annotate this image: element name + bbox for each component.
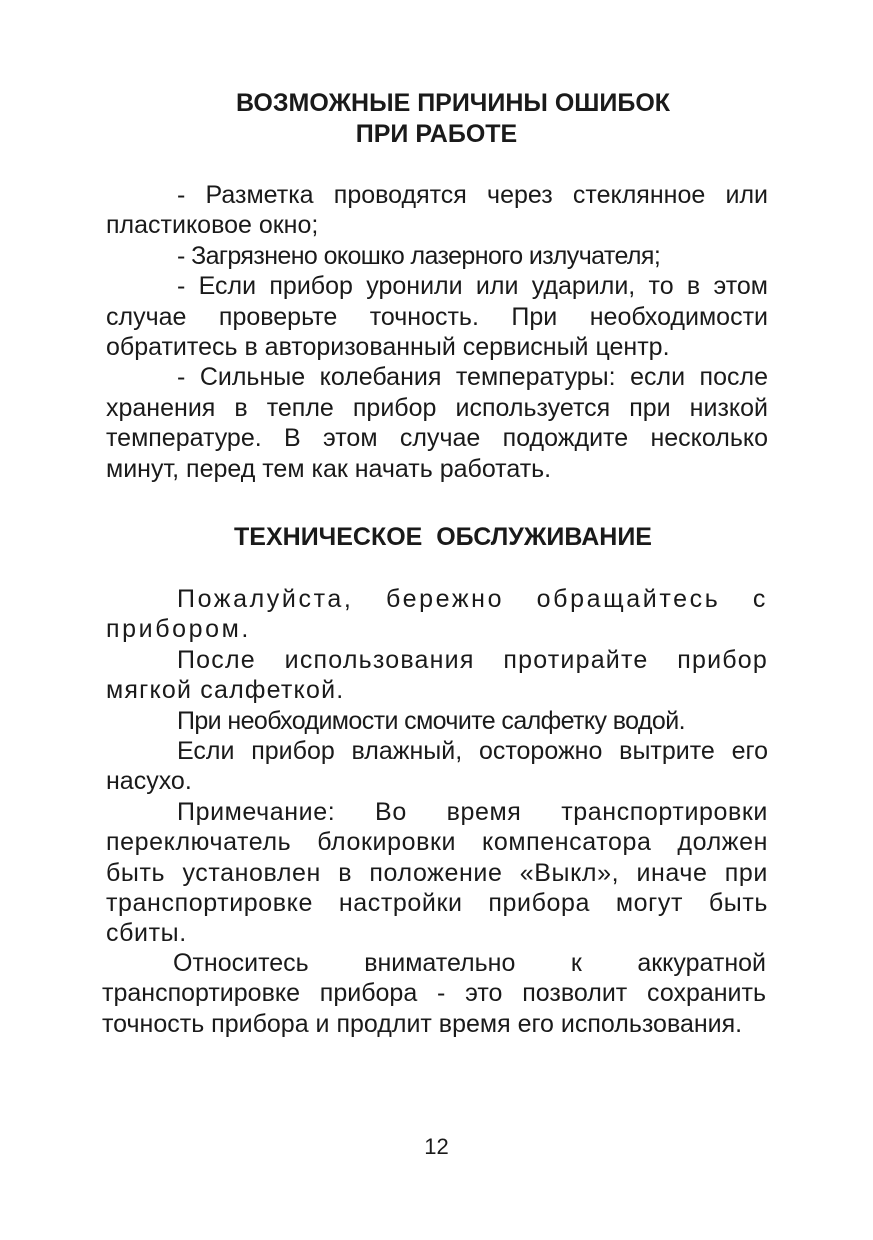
error-item: - Загрязнено окошко лазерного излучателя; (177, 241, 661, 270)
section-title-errors-line1: ВОЗМОЖНЫЕ ПРИЧИНЫ ОШИБОК (235, 89, 671, 117)
maintenance-paragraph: Пожалуйста, бережно обращайтесь с прибором. (106, 585, 768, 644)
maintenance-text (106, 584, 768, 949)
errors-list (106, 180, 768, 484)
maintenance-note: Примечание: Во время транспортировки переключатель блокировки компенсатора должен быть установлен в положение «Выкл», иначе при транспортировке настройки прибора могут быть сбиты. (106, 797, 768, 948)
page-number: 12 (424, 1134, 449, 1159)
maintenance-paragraph: При необходимости смочите салфетку водой. (177, 706, 685, 735)
section-title-maintenance: ТЕХНИЧЕСКОЕ ОБСЛУЖИВАНИЕ (234, 523, 652, 551)
error-item: - Сильные колебания температуры: если после хранения в тепле прибор используется при низкой температуре. В этом случае подождите несколько минут, перед тем как начать работать. (106, 363, 768, 483)
maintenance-closing (102, 948, 766, 1039)
error-item: - Разметка проводятся через стеклянное или пластиковое окно; (106, 181, 768, 240)
section-title-errors-line2: ПРИ РАБОТЕ (355, 120, 518, 148)
error-item: - Если прибор уронили или ударили, то в этом случае проверьте точность. При необходимости обратитесь в авторизованный сервисный центр. (106, 272, 768, 362)
maintenance-paragraph: После использования протирайте прибор мягкой салфеткой. (106, 645, 768, 705)
maintenance-paragraph: Относитесь внимательно к аккуратной транспортировке прибора - это позволит сохранить точность прибора и продлит время его использования. (102, 949, 766, 1038)
maintenance-paragraph: Если прибор влажный, осторожно вытрите его насухо. (106, 737, 768, 796)
